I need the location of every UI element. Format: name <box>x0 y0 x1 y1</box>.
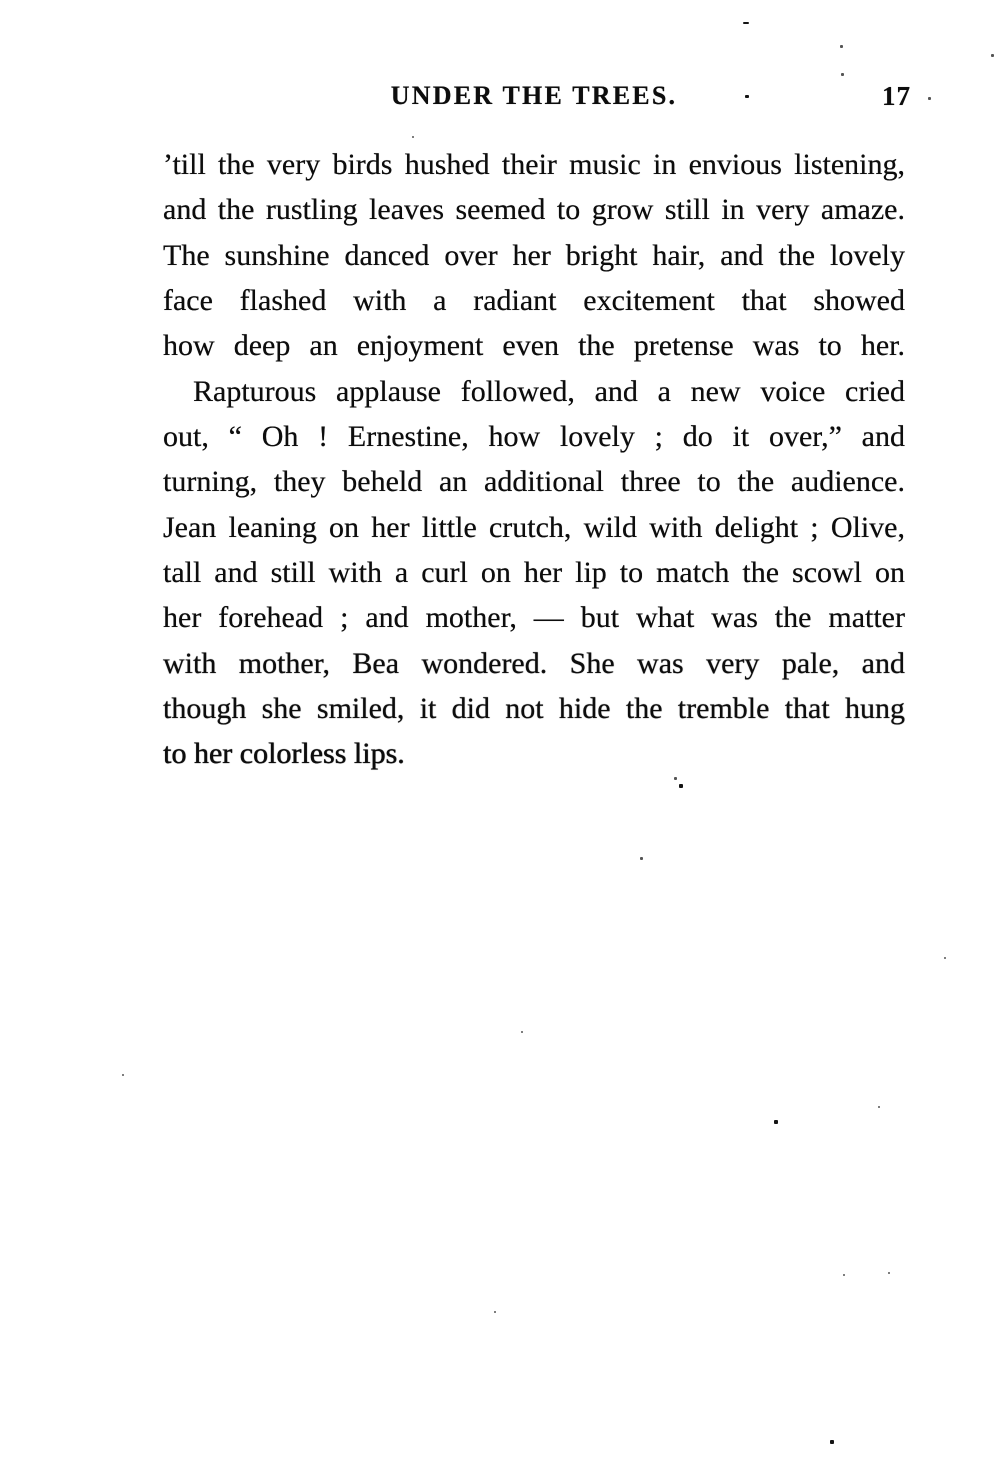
scan-speck <box>494 1311 496 1313</box>
scan-speck <box>878 1106 880 1108</box>
text-line: The sunshine danced over her bright hair, and the lovely <box>163 238 905 272</box>
scan-speck <box>830 1440 834 1444</box>
text-line: turning, they beheld an additional three to the audience. <box>163 465 905 499</box>
scan-speck <box>840 45 843 48</box>
scan-speck <box>674 777 677 780</box>
scan-speck <box>122 1074 124 1076</box>
text-line: to her colorless lips. <box>163 737 405 771</box>
text-line: though she smiled, it did not hide the tremble that hung <box>163 692 905 726</box>
text-line: her forehead ; and mother, — but what was the matter <box>163 601 905 635</box>
scan-speck <box>745 95 749 98</box>
text-line: face flashed with a radiant excitement that showed <box>163 284 905 318</box>
scan-speck <box>640 857 643 860</box>
scan-speck <box>841 73 844 76</box>
text-line: Rapturous applause followed, and a new voice cried <box>193 374 905 408</box>
scan-speck <box>743 22 749 24</box>
scan-speck <box>843 1274 845 1276</box>
text-line: ’till the very birds hushed their music in envious listening, <box>163 148 905 181</box>
running-header <box>163 81 911 113</box>
running-header-title: UNDER THE TREES. <box>390 81 678 110</box>
scan-speck <box>521 1031 523 1033</box>
scan-speck <box>944 957 946 959</box>
text-line: Jean leaning on her little crutch, wild with delight ; Olive, <box>163 510 905 544</box>
text-line: out, “ Oh ! Ernestine, how lovely ; do it over,” and <box>163 420 905 454</box>
scan-speck <box>679 784 683 788</box>
scan-speck <box>991 54 994 57</box>
text-line: how deep an enjoyment even the pretense was to her. <box>163 329 905 363</box>
page-text-block <box>163 142 905 777</box>
scan-speck <box>412 136 414 138</box>
page-number: 17 <box>882 81 911 111</box>
text-line: with mother, Bea wondered. She was very pale, and <box>163 646 905 680</box>
scan-speck <box>774 1120 778 1124</box>
scan-speck <box>928 97 931 100</box>
text-line: tall and still with a curl on her lip to match the scowl on <box>163 556 905 590</box>
text-line: and the rustling leaves seemed to grow still in very amaze. <box>163 193 905 227</box>
scan-speck <box>888 1272 890 1274</box>
